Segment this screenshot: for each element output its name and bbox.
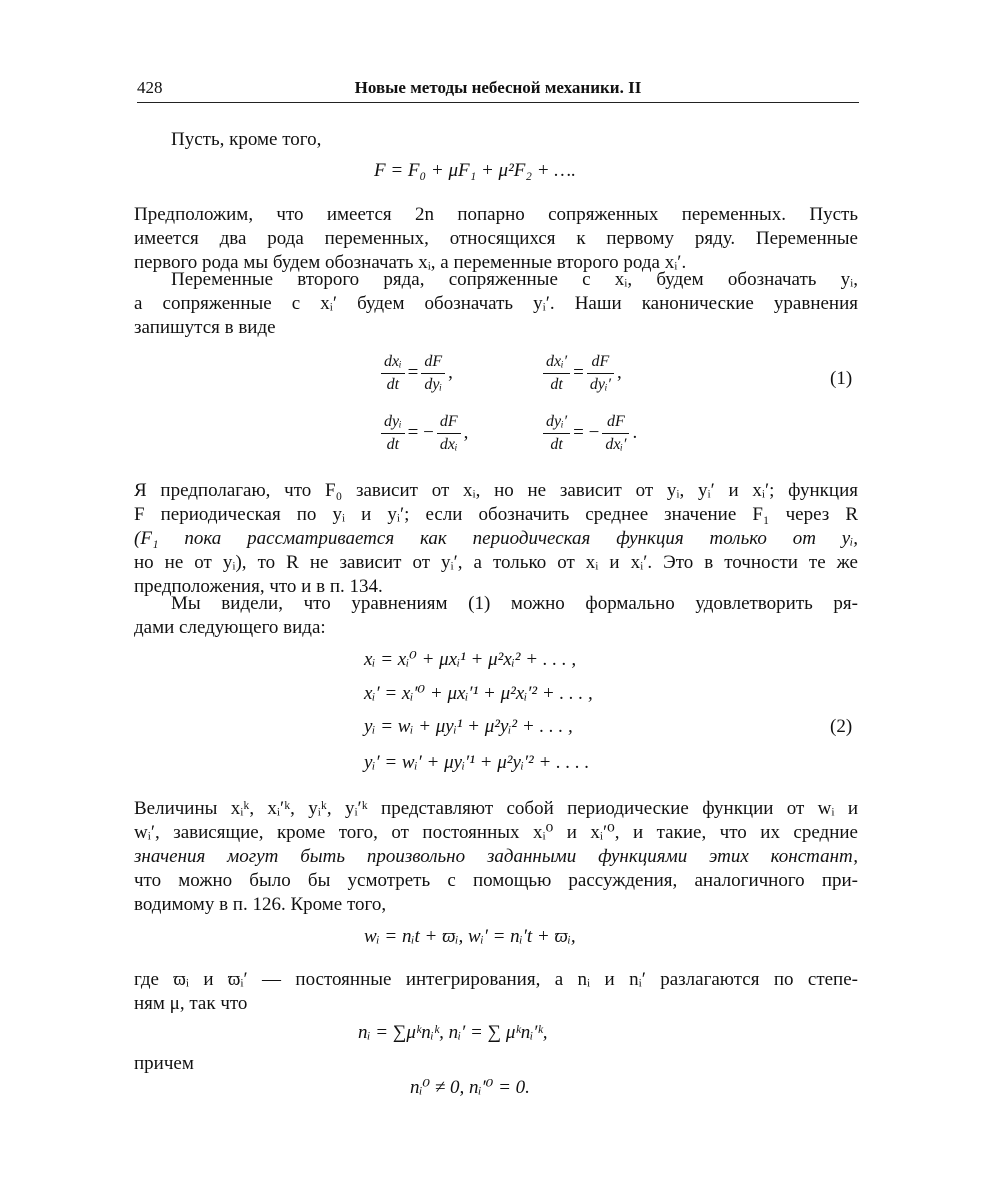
equation-n0: nᵢ⁰ ≠ 0, nᵢ′⁰ = 0. — [410, 1077, 530, 1098]
paragraph-intro — [134, 128, 858, 152]
text-line: F периодическая по yᵢ и yᵢ′; если обозначить среднее значение F₁ через R — [134, 504, 858, 525]
running-title: Новые методы небесной механики. II — [354, 78, 642, 97]
text-line: первого рода мы будем обозначать xᵢ, а переменные второго рода xᵢ′. — [134, 252, 687, 273]
fraction: $\frac{dF}{\text{dyᵢ}}$ — [421, 352, 445, 395]
header-rule — [137, 102, 859, 103]
text-line: Предположим, что имеется 2n попарно сопряженных переменных. Пусть — [134, 204, 858, 225]
page-number: 428 — [137, 78, 163, 97]
text-line: ням μ, так что — [134, 993, 248, 1014]
text-line: что можно было бы усмотреть с помощью рассуждения, аналогичного при- — [134, 870, 858, 891]
text-line: значения могут быть произвольно заданными функциями этих констант, — [134, 846, 858, 867]
text-line: Мы видели, что уравнениям (1) можно формально удовлетворить ря- — [171, 593, 858, 614]
text-line: имеется два рода переменных, относящихся к первому ряду. Переменные — [134, 228, 858, 249]
text-line: Переменные второго ряда, сопряженные с xᵢ, будем обозначать yᵢ, — [171, 269, 858, 290]
paragraph-prichem — [134, 1052, 858, 1076]
fraction: $\frac{dF}{\text{dyᵢ′}}$ — [587, 352, 614, 395]
text-line: предположения, что и в п. 134. — [134, 576, 383, 597]
equation-F: F = F₀ + μF₁ + μ²F₂ + …. — [374, 160, 576, 181]
fraction: $\frac{\text{dxᵢ}}{dt}$ — [381, 352, 405, 395]
equation-1-row-2a: $\frac{\text{dyᵢ}}{dt}$ = − $\frac{dF}{\text{dxᵢ}}$ , — [378, 412, 468, 455]
equation-n: nᵢ = ∑μᵏnᵢᵏ, nᵢ′ = ∑ μᵏnᵢ′ᵏ, — [358, 1022, 548, 1043]
paragraph-canonical — [134, 268, 858, 340]
text-line: Я предполагаю, что F₀ зависит от xᵢ, но не зависит от yᵢ, yᵢ′ и xᵢ′; функция — [134, 480, 858, 501]
fraction: $\frac{dF}{\text{dxᵢ}}$ — [437, 412, 461, 455]
paragraph-variables — [134, 203, 858, 275]
equation-w: wᵢ = nᵢt + ϖᵢ, wᵢ′ = nᵢ′t + ϖᵢ, — [364, 926, 576, 947]
text-line: запишутся в виде — [134, 317, 276, 338]
text-line: Величины xᵢᵏ, xᵢ′ᵏ, yᵢᵏ, yᵢ′ᵏ представляют собой периодические функции от wᵢ и — [134, 798, 858, 819]
text-line: но не от yᵢ), то R не зависит от yᵢ′, а только от xᵢ и xᵢ′. Это в точности те же — [134, 552, 858, 573]
text-line: (F₁ пока рассматривается как периодическая функция только от yᵢ, — [134, 528, 858, 549]
fraction: $\frac{\text{dyᵢ}}{dt}$ — [381, 412, 405, 455]
text-line: водимому в п. 126. Кроме того, — [134, 894, 387, 915]
fraction: $\frac{\text{dyᵢ′}}{dt}$ — [543, 412, 570, 455]
fraction: $\frac{dF}{\text{dxᵢ′}}$ — [602, 412, 629, 455]
equation-1-row-2b: $\frac{\text{dyᵢ′}}{dt}$ = − $\frac{dF}{\text{dxᵢ′}}$ . — [540, 412, 637, 455]
text-line: Пусть, кроме того, — [171, 129, 322, 150]
text-line: wᵢ′, зависящие, кроме того, от постоянных xᵢ⁰ и xᵢ′⁰, и такие, что их средние — [134, 822, 858, 843]
equation-2-line-1: xᵢ = xᵢ⁰ + μxᵢ¹ + μ²xᵢ² + . . . , — [364, 649, 577, 670]
text-line: дами следующего вида: — [134, 617, 326, 638]
paragraph-series — [134, 592, 858, 640]
paragraph-integration — [134, 968, 858, 1016]
equation-2-label: (2) — [830, 716, 853, 737]
paragraph-assumptions — [134, 479, 858, 599]
equation-1-row-1a: $\frac{\text{dxᵢ}}{dt}$ = $\frac{dF}{\text{dyᵢ}}$ , — [378, 352, 453, 395]
equation-2-line-3: yᵢ = wᵢ + μyᵢ¹ + μ²yᵢ² + . . . , — [364, 716, 573, 737]
text-line: причем — [134, 1053, 194, 1074]
text-line: а сопряженные с xᵢ′ будем обозначать yᵢ′. Наши канонические уравнения — [134, 293, 858, 314]
paragraph-periodic — [134, 797, 858, 917]
equation-2-line-4: yᵢ′ = wᵢ′ + μyᵢ′¹ + μ²yᵢ′² + . . . . — [364, 752, 590, 773]
page-header — [137, 74, 859, 102]
equation-2-line-2: xᵢ′ = xᵢ′⁰ + μxᵢ′¹ + μ²xᵢ′² + . . . , — [364, 683, 593, 704]
equation-1-label: (1) — [830, 368, 853, 389]
text-line: где ϖᵢ и ϖᵢ′ — постоянные интегрирования, а nᵢ и nᵢ′ разлагаются по степе- — [134, 969, 858, 990]
fraction: $\frac{\text{dxᵢ′}}{dt}$ — [543, 352, 570, 395]
equation-1-row-1b: $\frac{\text{dxᵢ′}}{dt}$ = $\frac{dF}{\text{dyᵢ′}}$ , — [540, 352, 622, 395]
